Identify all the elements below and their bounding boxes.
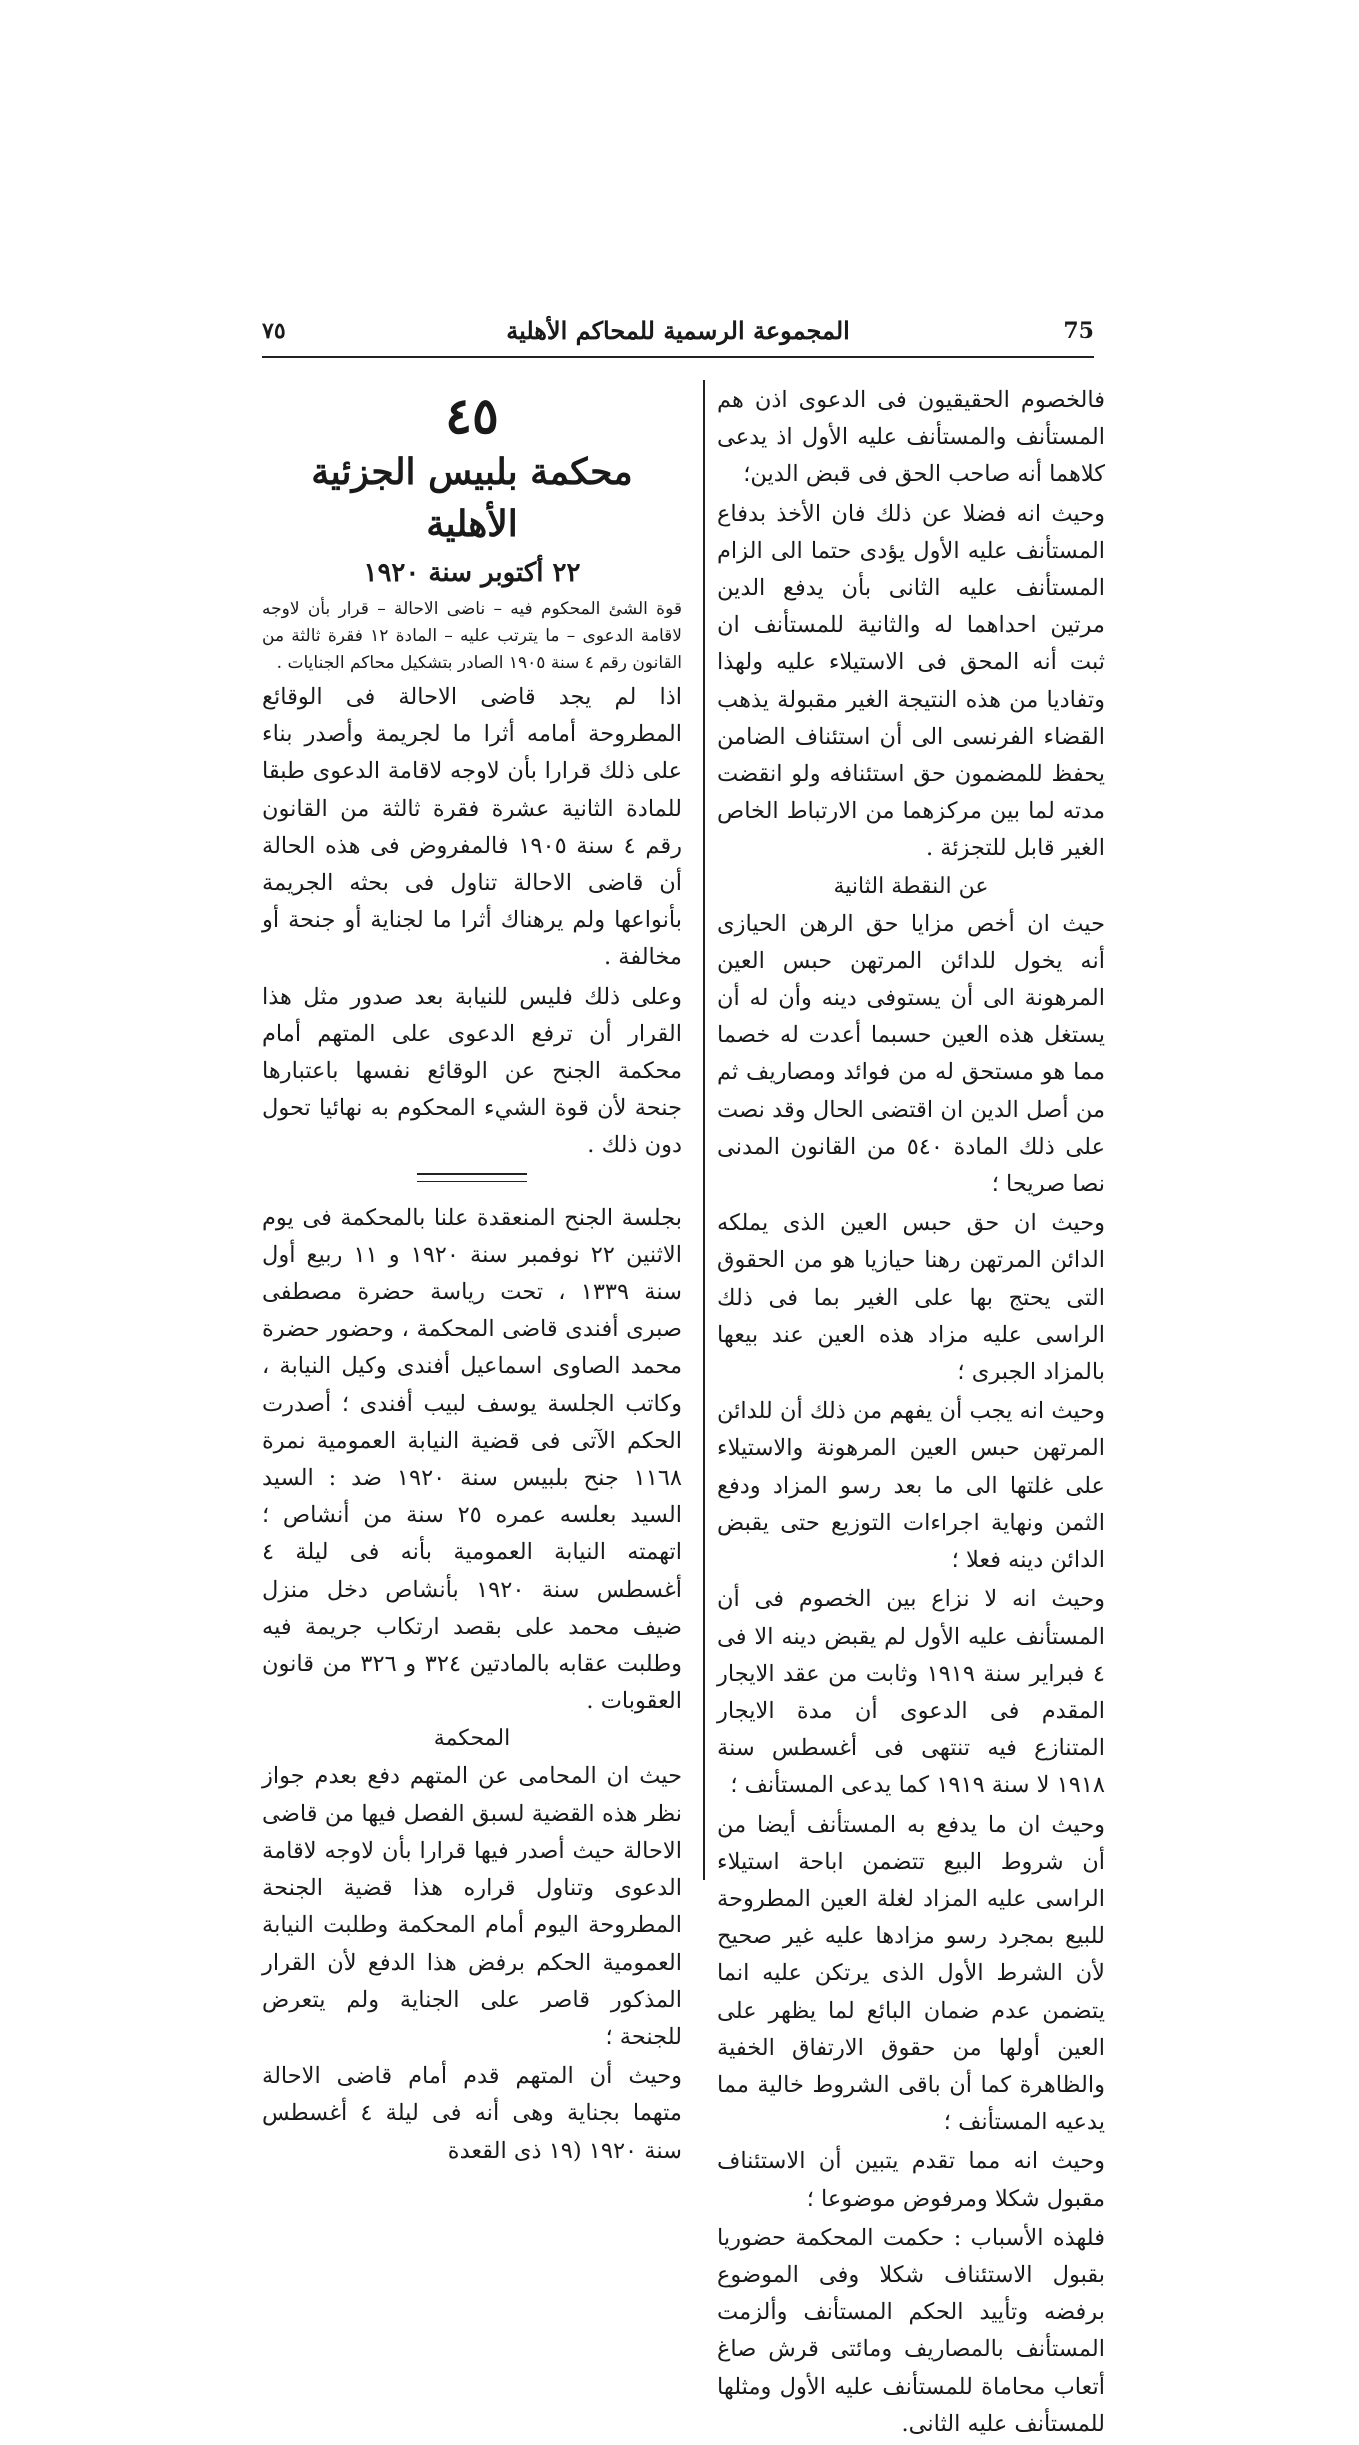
paragraph: حيث ان المحامى عن المتهم دفع بعدم جواز نظر هذه القضية لسبق الفصل فيها من قاضى الاحالة حيث أصدر فيها قرارا بأن لاوجه لاقامة الدعوى وتناول قراره هذا قضية الجنحة المطروحة اليوم أمام المحكمة وطلبت النيابة العمومية الحكم برفض هذا الدفع لأن القرار المذكور قاصر على الجناية ولم يتعرض للجنحة ؛ xyxy=(262,1763,682,2050)
column-divider xyxy=(703,380,705,1880)
paragraph: وحيث ان حق حبس العين الذى يملكه الدائن المرتهن رهنا حيازيا هو من الحقوق التى يحتج بها على الغير بما فى ذلك الراسى عليه مزاد هذه العين عند بيعها بالمزاد الجبرى ؛ xyxy=(717,1210,1105,1386)
case-date: ٢٢ أكتوبر سنة ١٩٢٠ xyxy=(363,558,581,588)
paragraph: وحيث أن المتهم قدم أمام قاضى الاحالة متهما بجناية وهى أنه فى ليلة ٤ أغسطس سنة ١٩٢٠ (١٩ ذى القعدة xyxy=(262,2063,682,2164)
principle-paragraph: اذا لم يجد قاضى الاحالة فى الوقائع المطروحة أمامه أثرا ما لجريمة وأصدر بناء على ذلك قرارا بأن لاوجه لاقامة الدعوى طبقا للمادة الثانية عشرة فقرة ثالثة من القانون رقم ٤ سنة ١٩٠٥ فالمفروض فى هذه الحالة أن قاضى الاحالة تناول فى بحثه الجريمة بأنواعها ولم يرهناك أثرا ما لجناية أو جنحة أو مخالفة . xyxy=(262,684,683,971)
section-rule xyxy=(417,1173,527,1182)
left-column xyxy=(262,388,682,2172)
principle-paragraph: وعلى ذلك فليس للنيابة بعد صدور مثل هذا القرار أن ترفع الدعوى على المتهم أمام محكمة الجنح عن الوقائع نفسها باعتبارها جنحة لأن قوة الشيء المحكوم به نهائيا تحول دون ذلك . xyxy=(262,983,682,1159)
page-number-arabic: ٧٥ xyxy=(262,318,286,344)
case-number: ٤٥ xyxy=(445,386,499,445)
judgment-paragraph: فلهذه الأسباب : حكمت المحكمة حضوريا بقبول الاستئناف شكلا وفى الموضوع برفضه وتأييد الحكم المستأنف وألزمت المستأنف بالمصاريف ومائتى قرش صاغ أتعاب محاماة للمستأنف عليه الأول ومثلها للمستأنف عليه الثانى. xyxy=(717,2224,1105,2437)
paragraph: وحيث انه يجب أن يفهم من ذلك أن للدائن المرتهن حبس العين المرهونة والاستيلاء على غلتها الى ما بعد رسو المزاد ودفع الثمن ونهاية اجراءات التوزيع حتى يقبض الدائن دينه فعلا ؛ xyxy=(717,1398,1105,1574)
court-heading: المحكمة xyxy=(433,1726,511,1752)
page-title: المجموعة الرسمية للمحاكم الأهلية xyxy=(506,316,850,345)
paragraph: وحيث انه لا نزاع بين الخصوم فى أن المستأنف عليه الأول لم يقبض دينه الا فى ٤ فبراير سنة ١٩١٩ وثابت من عقد الايجار المقدم فى الدعوى أن مدة الايجار المتنازع فيه تنتهى فى أغسطس سنة ١٩١٨ لا سنة ١٩١٩ كما يدعى المستأنف ؛ xyxy=(717,1586,1105,1799)
page-header xyxy=(262,316,1094,358)
paragraph: وحيث انه مما تقدم يتبين أن الاستئناف مقبول شكلا ومرفوض موضوعا ؛ xyxy=(717,2148,1105,2212)
section-subheading: عن النقطة الثانية xyxy=(833,873,989,899)
page-number-latin: 75 xyxy=(1063,318,1094,344)
paragraph: وحيث ان ما يدفع به المستأنف أيضا من أن شروط البيع تتضمن اباحة استيلاء الراسى عليه المزاد لغلة العين المطروحة للبيع بمجرد رسو مزادها عليه غير صحيح لأن الشرط الأول الذى يرتكن عليه انما يتضمن عدم ضمان البائع لما يظهر على العين أولها من حقوق الارتفاق الخفية والظاهرة كما أن باقى الشروط خالية مما يدعيه المستأنف ؛ xyxy=(717,1811,1105,2136)
case-summary: قوة الشئ المحكوم فيه – ناضى الاحالة – قرار بأن لاوجه لاقامة الدعوى – ما يترتب عليه – المادة ١٢ فقرة ثالثة من القانون رقم ٤ سنة ١٩٠٥ الصادر بتشكيل محاكم الجنايات . xyxy=(262,599,682,673)
right-column xyxy=(717,382,1105,2445)
paragraph: فالخصوم الحقيقيون فى الدعوى اذن هم المستأنف والمستأنف عليه الأول اذ يدعى كلاهما أنه صاحب الحق فى قبض الدين؛ xyxy=(717,387,1105,488)
paragraph: وحيث انه فضلا عن ذلك فان الأخذ بدفاع المستأنف عليه الأول يؤدى حتما الى الزام المستأنف عليه الثانى بأن يدفع الدين مرتين احداهما له والثانية للمستأنف ان ثبت أنه المحق فى الاستيلاء عليه ولهذا وتفاديا من هذه النتيجة الغير مقبولة يذهب القضاء الفرنسى الى أن استئناف الضامن يحفظ للمضمون حق استئنافه ولو انقضت مدته لما بين مركزهما من الارتباط الخاص الغير قابل للتجزئة . xyxy=(717,500,1105,862)
court-title: محكمة بلبيس الجزئية الأهلية xyxy=(311,451,633,545)
paragraph: حيث ان أخص مزايا حق الرهن الحيازى أنه يخول للدائن المرتهن حبس العين المرهونة الى أن يستوفى دينه وأن له أن يستغل هذه العين حسبما أعدت له خصما مما هو مستحق له من فوائد ومصاريف ثم من أصل الدين ان اقتضى الحال وقد نصت على ذلك المادة ٥٤٠ من القانون المدنى نصا صريحا ؛ xyxy=(717,910,1105,1198)
session-paragraph: بجلسة الجنح المنعقدة علنا بالمحكمة فى يوم الاثنين ٢٢ نوفمبر سنة ١٩٢٠ و ١١ ربيع أول سنة ١٣٣٩ ، تحت رياسة حضرة مصطفى صبرى أفندى قاضى المحكمة ، وحضور حضرة محمد الصاوى اسماعيل أفندى وكيل النيابة ، وكاتب الجلسة يوسف لبيب أفندى ؛ أصدرت الحكم الآتى فى قضية النيابة العمومية نمرة ١١٦٨ جنح بلبيس سنة ١٩٢٠ ضد : السيد السيد بعلسه عمره ٢٥ سنة من أنشاص ؛ اتهمته النيابة العمومية بأنه فى ليلة ٤ أغسطس سنة ١٩٢٠ بأنشاص دخل منزل ضيف محمد على بقصد ارتكاب جريمة فيه وطلبت عقابه بالمادتين ٣٢٤ و ٣٢٦ من قانون العقوبات . xyxy=(262,1204,682,1715)
